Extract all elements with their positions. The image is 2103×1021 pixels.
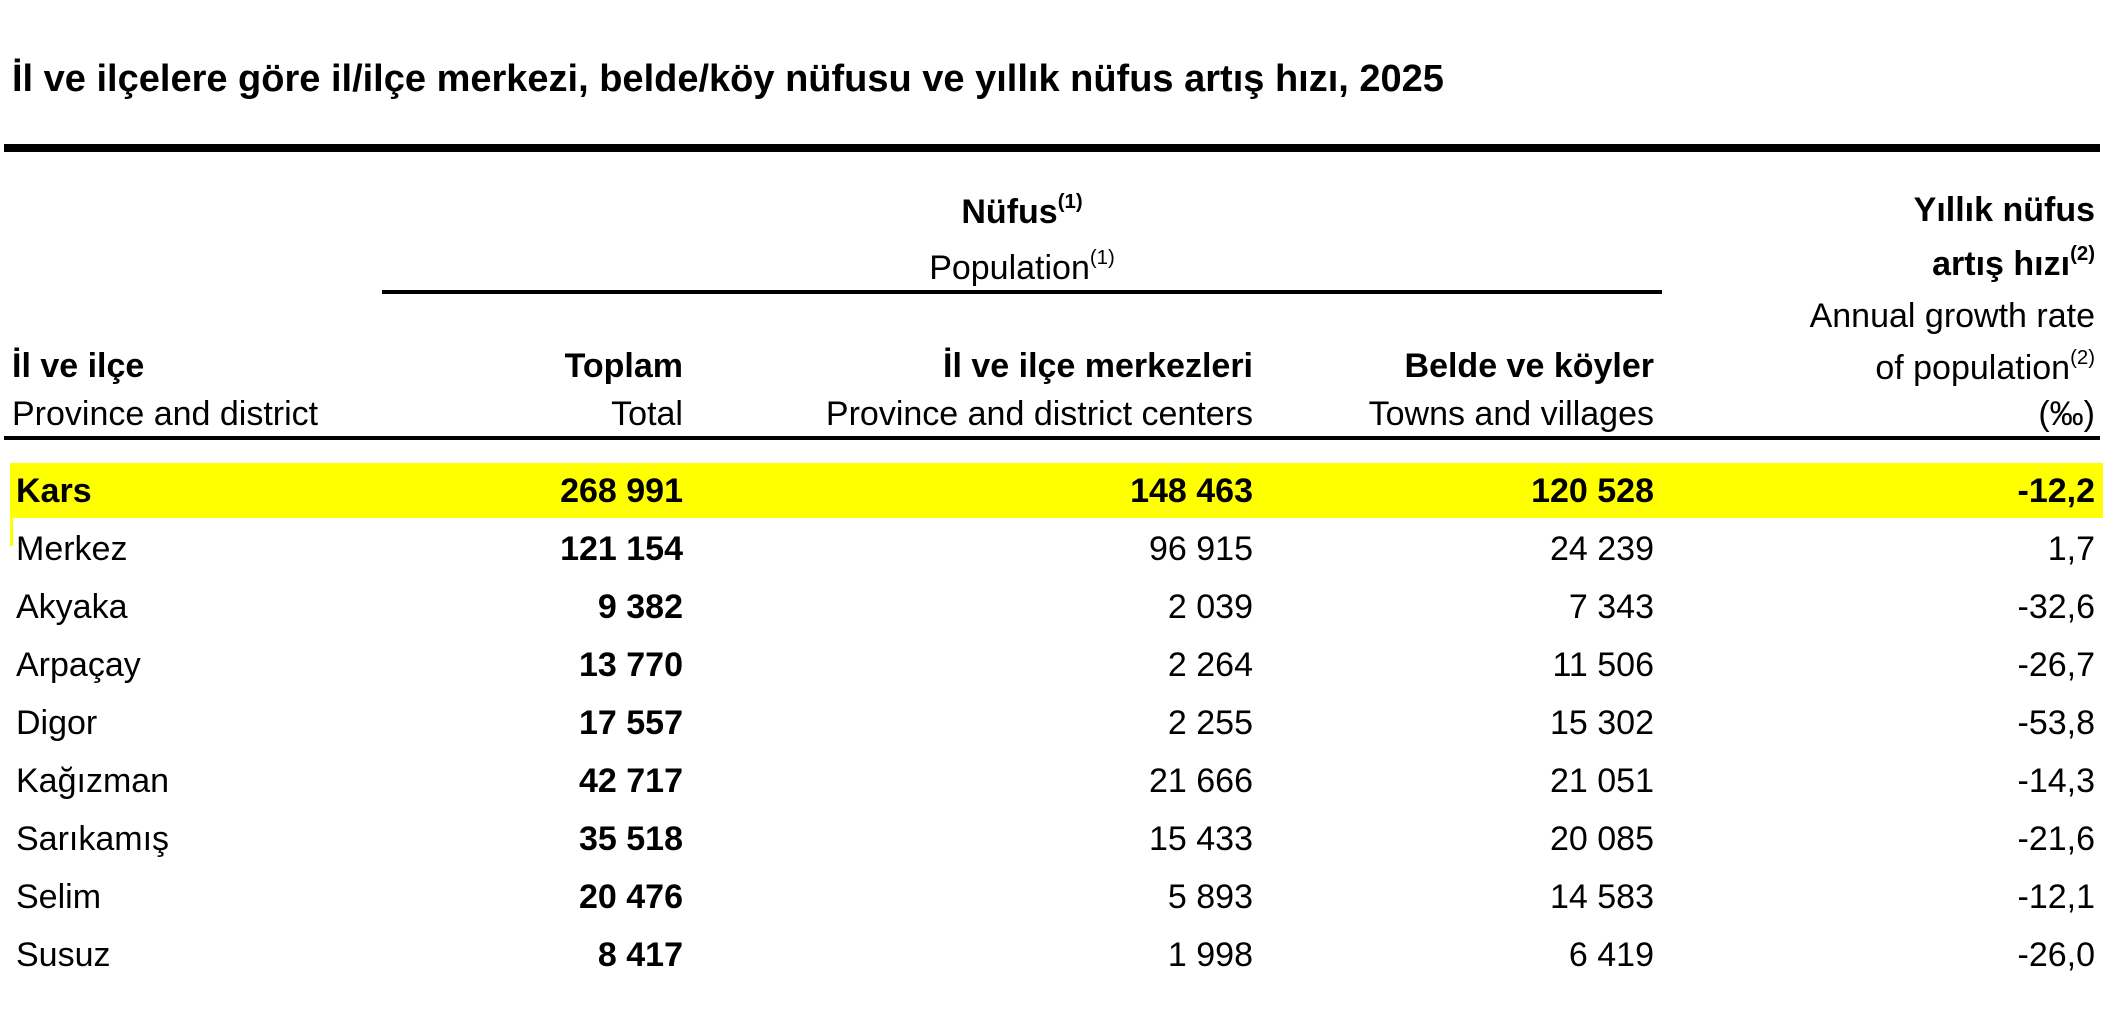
header-rule xyxy=(4,436,2100,440)
table-row xyxy=(0,753,2103,811)
row-centers: 1 998 xyxy=(1167,936,1253,974)
province-header-en: Province and district xyxy=(12,395,319,433)
row-total: 8 417 xyxy=(597,936,683,974)
row-centers: 21 666 xyxy=(1149,762,1253,800)
row-name: Kars xyxy=(16,472,92,510)
row-centers: 96 915 xyxy=(1149,530,1253,568)
centers-header-tr: İl ve ilçe merkezleri xyxy=(943,347,1253,385)
row-total: 17 557 xyxy=(579,704,683,742)
row-villages: 6 419 xyxy=(1568,936,1654,974)
row-villages: 11 506 xyxy=(1552,646,1654,684)
row-total: 9 382 xyxy=(597,588,683,626)
table-title: İl ve ilçelere göre il/ilçe merkezi, belde/köy nüfusu ve yıllık nüfus artış hızı, 2025 xyxy=(12,58,1444,100)
row-name: Arpaçay xyxy=(16,646,141,684)
table-row xyxy=(0,927,2103,985)
row-name: Digor xyxy=(16,704,98,742)
growth-header-en-line1: Annual growth rate xyxy=(1809,297,2095,335)
growth-header-unit: (‰) xyxy=(2038,395,2095,433)
table-row xyxy=(0,637,2103,695)
row-name: Sarıkamış xyxy=(16,820,170,858)
table-row xyxy=(0,811,2103,869)
row-centers: 5 893 xyxy=(1167,878,1253,916)
total-header-tr: Toplam xyxy=(564,347,683,385)
table-row xyxy=(0,521,2103,579)
row-villages: 15 302 xyxy=(1550,704,1654,742)
top-rule xyxy=(4,144,2100,152)
growth-header-en-line2: of population$^{(2)}$ xyxy=(1875,346,2095,387)
row-rate: -12,2 xyxy=(2017,472,2095,510)
row-total: 121 154 xyxy=(560,530,683,568)
population-rule xyxy=(382,290,1662,294)
growth-header-tr-line2: artış hızı$^{(2)}$ xyxy=(1932,242,2095,283)
row-rate: 1,7 xyxy=(2047,530,2095,568)
row-centers: 2 039 xyxy=(1167,588,1253,626)
row-centers: 2 255 xyxy=(1167,704,1253,742)
row-total: 42 717 xyxy=(579,762,683,800)
row-rate: -26,0 xyxy=(2017,936,2095,974)
population-header-tr: Nüfus$^{(1)}$ xyxy=(961,190,1083,231)
row-name: Selim xyxy=(16,878,102,916)
row-villages: 21 051 xyxy=(1550,762,1654,800)
row-total: 268 991 xyxy=(560,472,683,510)
table-row-kars xyxy=(0,463,2103,521)
row-rate: -14,3 xyxy=(2017,762,2095,800)
table-row xyxy=(0,579,2103,637)
row-total: 35 518 xyxy=(579,820,683,858)
table-row xyxy=(0,695,2103,753)
row-centers: 2 264 xyxy=(1167,646,1253,684)
table-row xyxy=(0,869,2103,927)
row-name: Merkez xyxy=(16,530,128,568)
row-villages: 24 239 xyxy=(1550,530,1654,568)
row-villages: 20 085 xyxy=(1550,820,1654,858)
row-name: Kağızman xyxy=(16,762,170,800)
centers-header-en: Province and district centers xyxy=(825,395,1253,433)
row-centers: 148 463 xyxy=(1130,472,1253,510)
villages-header-en: Towns and villages xyxy=(1368,395,1654,433)
row-rate: -21,6 xyxy=(2017,820,2095,858)
row-rate: -26,7 xyxy=(2017,646,2095,684)
growth-header-tr-line1: Yıllık nüfus xyxy=(1913,191,2095,229)
row-name: Akyaka xyxy=(16,588,128,626)
villages-header-tr: Belde ve köyler xyxy=(1404,347,1654,385)
row-rate: -32,6 xyxy=(2017,588,2095,626)
population-header-en: Population$^{(1)}$ xyxy=(929,246,1115,287)
province-header-tr: İl ve ilçe xyxy=(12,347,145,385)
row-villages: 14 583 xyxy=(1550,878,1654,916)
row-name: Susuz xyxy=(16,936,111,974)
row-villages: 120 528 xyxy=(1531,472,1654,510)
row-total: 13 770 xyxy=(579,646,683,684)
row-rate: -12,1 xyxy=(2017,878,2095,916)
row-villages: 7 343 xyxy=(1568,588,1654,626)
row-total: 20 476 xyxy=(579,878,683,916)
row-rate: -53,8 xyxy=(2017,704,2095,742)
total-header-en: Total xyxy=(611,395,683,433)
row-centers: 15 433 xyxy=(1149,820,1253,858)
